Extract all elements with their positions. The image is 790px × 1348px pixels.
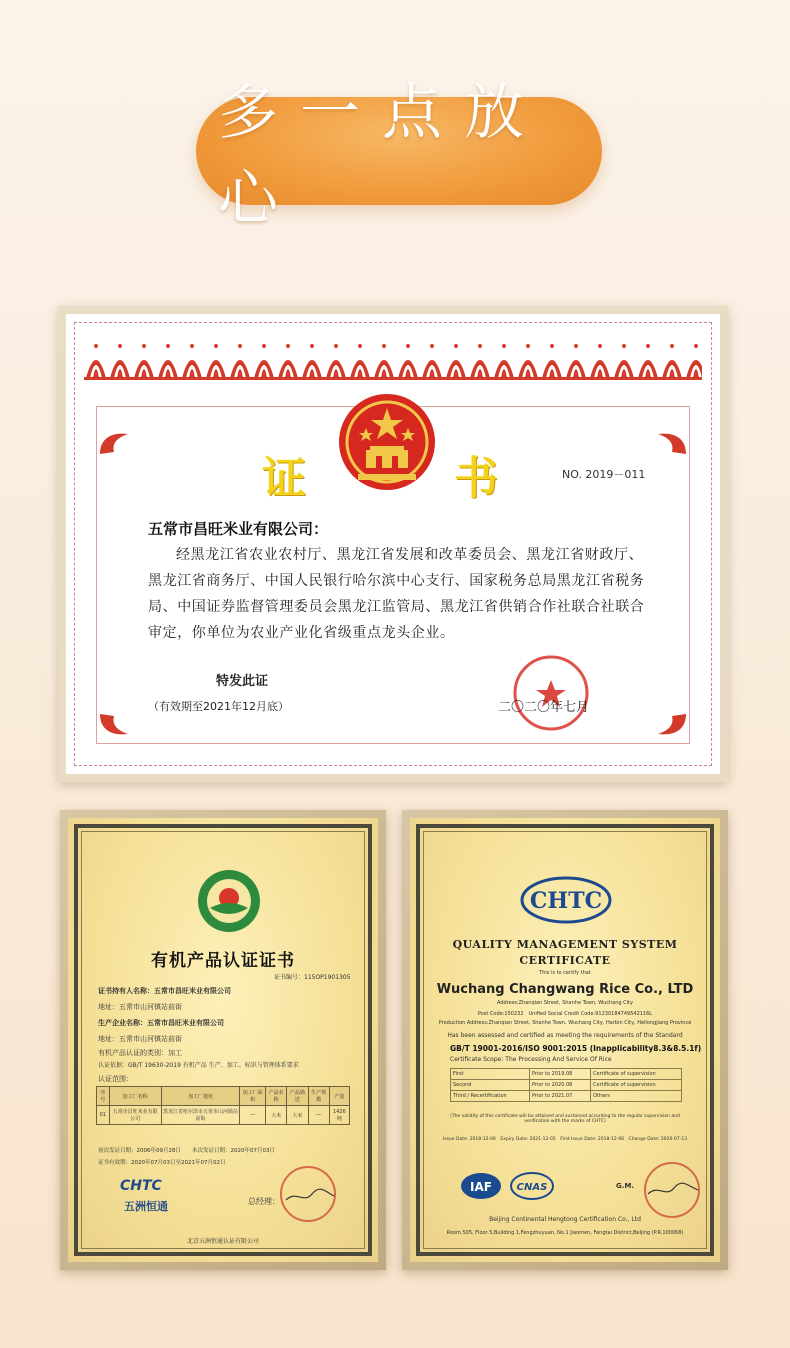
holder-name: 证书持有人名称：五常市昌旺米业有限公司	[98, 987, 231, 995]
table-cell: 1426吨	[329, 1106, 349, 1125]
quality-certificate-frame	[402, 810, 728, 1270]
corner-ornament-icon	[652, 712, 688, 740]
cert-body-name: 五洲恒通	[124, 1200, 168, 1213]
official-seal-icon	[512, 654, 590, 732]
iaf-text: IAF	[470, 1180, 492, 1194]
table-header: 产品名称	[266, 1087, 287, 1106]
organic-certificate-number: 证书编号：115OP1901305	[274, 974, 351, 981]
table-header: 加工厂名称	[109, 1087, 161, 1106]
table-cell: 大米	[266, 1106, 287, 1125]
table-cell: Second	[451, 1080, 530, 1091]
organic-certificate-title: 有机产品认证证书	[151, 951, 295, 971]
table-header-row	[97, 1087, 350, 1106]
table-cell: Others	[591, 1091, 682, 1102]
production-address: Production Address:Zhanqian Street, Shanhe Town, Wuchang City, Harbin City, Heilongjiang Province	[438, 1020, 692, 1026]
organic-certificate	[68, 818, 378, 1262]
validity-text: （有效期至2021年12月底）	[148, 700, 289, 713]
certificate-title-right: 书	[454, 453, 498, 504]
table-header: 序号	[97, 1087, 110, 1106]
surveillance-table	[450, 1068, 682, 1102]
holder-address: 地址：五常市山河镇站前街	[98, 1003, 182, 1011]
product-type: 有机产品认证的类别：加工	[98, 1049, 182, 1057]
table-row	[97, 1106, 350, 1125]
table-cell: 五常市昌旺米业有限公司	[109, 1106, 161, 1125]
cnas-text: CNAS	[516, 1182, 548, 1193]
table-cell: Certificate of supervision	[591, 1069, 682, 1080]
post-code: Post Code:150232 Unified Social Credit Code:91230184749542116L	[477, 1011, 653, 1017]
certificate-scope: Certificate Scope: The Processing And Service Of Rice	[450, 1056, 612, 1063]
table-cell: Prior to 2020.08	[529, 1080, 590, 1091]
issue-dates: 初次发证日期：2006年09月28日 本次发证日期：2020年07月03日	[98, 1148, 275, 1154]
chtc-logo: CHTC	[120, 1178, 162, 1194]
quality-standard: GB/T 19001-2016/ISO 9001:2015 (Inapplicability8.3&8.5.1f)	[450, 1044, 702, 1053]
table-cell: 大米	[287, 1106, 308, 1125]
table-header: 产品描述	[287, 1087, 308, 1106]
certificate-recipient: 五常市昌旺米业有限公司：	[148, 520, 329, 538]
special-issue-text: 特发此证	[216, 674, 269, 689]
corner-ornament-icon	[98, 712, 134, 740]
organic-scope-table	[96, 1086, 350, 1125]
certify-line: This is to certify that	[539, 970, 591, 976]
signature-label: 总经理：	[248, 1197, 280, 1206]
validity-period: 证书有效期：2020年07月03日至2021年07月02日	[98, 1160, 226, 1166]
company-address: Address:Zhanqian Street, Shanhe Town, Wuchang City	[497, 1000, 633, 1006]
iaf-logo-icon	[460, 1172, 502, 1200]
issue-date: 二〇二〇年七月	[498, 700, 590, 715]
quality-title-line2: CERTIFICATE	[519, 954, 611, 967]
header-banner	[196, 78, 602, 234]
table-cell: Certificate of supervision	[591, 1080, 682, 1091]
certificate-title-left: 证	[262, 453, 306, 504]
quality-footer-address: Room 505, Floor 5,Building 1,Fengzhuyuan, No.1 Jiaomen, Fengtai District,Beijing (P.R.100068)	[446, 1230, 684, 1236]
table-cell: Prior to 2021.07	[529, 1091, 590, 1102]
quality-company-name: Wuchang Changwang Rice Co., LTD	[436, 982, 694, 997]
issue-dates: Issue Date: 2018-12-06 Expiry Date: 2021-12-05 First Issue Date: 2018-12-06 Change Date: 2020-07-13	[442, 1137, 688, 1142]
corner-ornament-icon	[98, 428, 134, 456]
validity-note: (The validity of this certificate will be attained and sustained according to the regular supervision and verification with the marks of CHTC)	[450, 1114, 680, 1124]
table-cell: Prior to 2019.08	[529, 1069, 590, 1080]
table-header: 产量	[329, 1087, 349, 1106]
signature-seal-icon	[642, 1160, 702, 1220]
organic-logo-icon	[196, 868, 262, 934]
table-row	[451, 1091, 682, 1102]
signature-seal-icon	[278, 1164, 338, 1224]
corner-ornament-icon	[652, 428, 688, 456]
gm-label: G.M.	[616, 1182, 635, 1190]
assessment-statement: Has been assessed and certified as meeting the requirements of the Standard	[447, 1032, 683, 1039]
table-cell: —	[240, 1106, 266, 1125]
producer-name: 生产企业名称：五常市昌旺米业有限公司	[98, 1019, 224, 1027]
scope-label: 认证范围：	[98, 1075, 133, 1083]
table-row	[451, 1080, 682, 1091]
table-cell: —	[308, 1106, 329, 1125]
organic-certificate-frame	[60, 810, 386, 1270]
certification-standard: 认证依据：GB/T 19630-2019 有机产品 生产、加工、标识与管理体系要求	[98, 1062, 299, 1069]
main-certificate	[66, 314, 720, 774]
table-header: 加工厂面积	[240, 1087, 266, 1106]
table-header: 加工厂地址	[161, 1087, 240, 1106]
table-cell: Third / Recertification	[451, 1091, 530, 1102]
quality-footer-company: Beijing Continental Hengtong Certification Co., Ltd	[489, 1216, 641, 1223]
header-title: 多一点放心	[218, 78, 546, 234]
table-row	[451, 1069, 682, 1080]
table-cell: First	[451, 1069, 530, 1080]
table-cell: 01	[97, 1106, 110, 1125]
quality-title-line1: QUALITY MANAGEMENT SYSTEM	[452, 938, 678, 951]
cnas-logo-icon	[510, 1172, 554, 1200]
producer-address: 地址：五常市山河镇站前街	[98, 1035, 182, 1043]
table-cell: 黑龙江省哈尔滨市五常市山河镇站前街	[161, 1106, 240, 1125]
certificate-number: NO. 2019－011	[562, 468, 646, 481]
national-emblem-icon	[336, 390, 438, 494]
table-header: 生产规模	[308, 1087, 329, 1106]
certificate-body: 经黑龙江省农业农村厅、黑龙江省发展和改革委员会、黑龙江省财政厅、黑龙江省商务厅、中国人民银行哈尔滨中心支行、国家税务总局黑龙江省税务局、中国证券监督管理委员会黑龙江监管局、黑龙江省供销合作社联合社联合审定，你单位为农业产业化省级重点龙头企业。	[148, 547, 645, 641]
decorative-ribbon	[84, 338, 702, 380]
chtc-logo-icon	[520, 876, 612, 924]
chtc-logo-text: CHTC	[529, 888, 603, 914]
organic-footer: 北京五洲恒通认证有限公司	[186, 1238, 259, 1245]
quality-certificate	[410, 818, 720, 1262]
